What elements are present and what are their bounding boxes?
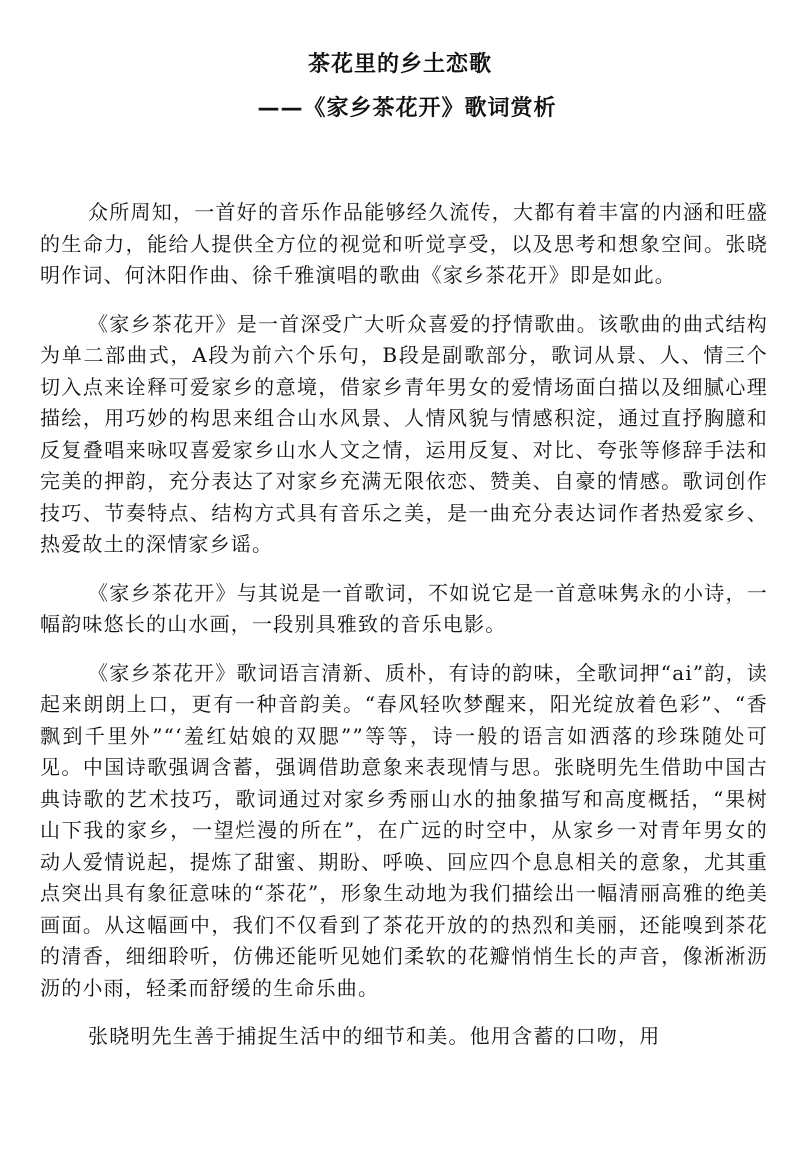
paragraph: 《家乡茶花开》歌词语言清新、质朴，有诗的韵味，全歌词押“ai”韵，读起来朗朗上口，更有一种音韵美。“春风轻吹梦醒来，阳光绽放着色彩”、“香飘到千里外”“‘羞红姑娘的双腮””等等，诗一般的语言如洒落的珍珠随处可见。中国诗歌强调含蓄，强调借助意象来表现情与思。张晓明先生借助中国古典诗歌的艺术技巧，歌词通过对家乡秀丽山水的抽象描写和高度概括，“果树山下我的家乡，一望烂漫的所在”，在广远的时空中，从家乡一对青年男女的动人爱情说起，提炼了甜蜜、期盼、呼唤、回应四个息息相关的意象，尤其重点突出具有象征意味的“茶花”，形象生动地为我们描绘出一幅清丽高雅的绝美画面。从这幅画中，我们不仅看到了茶花开放的的热烈和美丽，还能嗅到茶花的清香，细细聆听，仿佛还能听见她们柔软的花瓣悄悄生长的声音，像淅淅沥沥的小雨，轻柔而舒缓的生命乐曲。 — [40, 660, 768, 1000]
article-subtitle: ——《家乡茶花开》歌词赏析 — [257, 96, 557, 121]
paragraph: 《家乡茶花开》是一首深受广大听众喜爱的抒情歌曲。该歌曲的曲式结构为单二部曲式，A段为前六个乐句，B段是副歌部分，歌词从景、人、情三个切入点来诠释可爱家乡的意境，借家乡青年男女的爱情场面白描以及细腻心理描绘，用巧妙的构思来组合山水风景、人情风貌与情感积淀，通过直抒胸臆和反复叠唱来咏叹喜爱家乡山水人文之情，运用反复、对比、夸张等修辞手法和完美的押韵，充分表达了对家乡充满无限依恋、赞美、自豪的情感。歌词创作技巧、节奏特点、结构方式具有音乐之美，是一曲充分表达词作者热爱家乡、热爱故土的深情家乡谣。 — [40, 311, 768, 556]
article-body — [40, 197, 768, 1070]
paragraph: 众所周知，一首好的音乐作品能够经久流传，大都有着丰富的内涵和旺盛的生命力，能给人提供全方位的视觉和听觉享受，以及思考和想象空间。张晓明作词、何沐阳作曲、徐千雅演唱的歌曲《家乡茶花开》即是如此。 — [40, 200, 768, 287]
paragraph: 张晓明先生善于捕捉生活中的细节和美。他用含蓄的口吻，用 — [88, 1024, 661, 1048]
paragraph: 《家乡茶花开》与其说是一首歌词，不如说它是一首意味隽永的小诗，一幅韵味悠长的山水画，一段别具雅致的音乐电影。 — [40, 580, 768, 636]
article-title: 茶花里的乡土恋歌 — [307, 52, 492, 77]
